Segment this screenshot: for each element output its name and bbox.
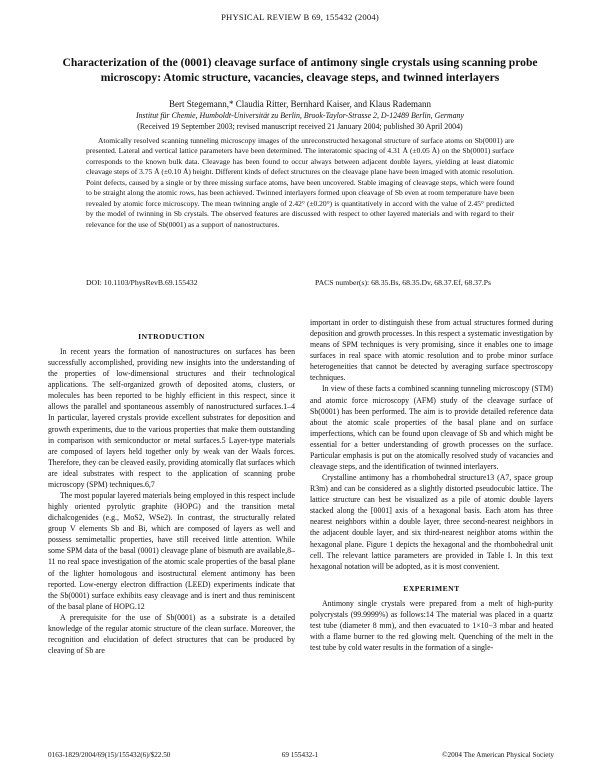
footer-issn: 0163-1829/2004/69(15)/155432(6)/$22.50 [48, 751, 171, 759]
experiment-heading: EXPERIMENT [403, 583, 460, 593]
abstract: Atomically resolved scanning tunneling microscopy images of the unreconstructed hexagonal structure of surface atoms on Sb(0001) are presented. Lateral and vertical lattice parameters have been determined. The interatomic spacing of 4.31 Å (±0.05 Å) on the Sb(0001) surface corresponds to the known bulk data. Cleavage has been found to occur always between adjacent double layers, yielding at least diatomic cleavage steps of 3.75 Å (±0.10 Å) height. Different kinds of defect structures on the cleavage plane have been imaged with atomic resolution. Point defects, caused by a single or by three missing surface atoms, have been uncovered. Stable imaging of cleavage steps, which were found to be straight along the atomic rows, has been achieved. Twinned interlayers formed upon cleavage of Sb even at room temperature have been revealed by atomic force microscopy. The mean twinning angle of 2.42° (±0.20°) is quantitatively in accord with the value of 2.45° predicted by the model of twinning in Sb crystals. The observed features are discussed with respect to other layered materials and with regard to their relevance for the use of Sb(0001) as a support of nanostructures. [86, 136, 515, 229]
right-column [310, 317, 553, 653]
intro-paragraph-3: A prerequisite for the use of Sb(0001) as a substrate is a detailed knowledge of the regular atomic structure of the clean surface. Moreover, the recognition and elucidation of defect structures that can be produced by cleaving of Sb are [48, 612, 295, 656]
affiliation: Institut für Chemie, Humboldt-Universität zu Berlin, Brook-Taylor-Strasse 2, D-12489 Berlin, Germany [135, 111, 464, 120]
running-header: PHYSICAL REVIEW B 69, 155432 (2004) [221, 12, 379, 22]
footer-copyright: ©2004 The American Physical Society [442, 751, 554, 759]
pacs-numbers: PACS number(s): 68.35.Bs, 68.35.Dv, 68.37.Ef, 68.37.Ps [315, 278, 492, 287]
author-list: Bert Stegemann,* Claudia Ritter, Bernhard Kaiser, and Klaus Rademann [169, 99, 431, 109]
doi[interactable]: DOI: 10.1103/PhysRevB.69.155432 [86, 278, 198, 287]
col2-paragraph-1: important in order to distinguish these from actual structures formed during deposition and growth processes. In this respect a systematic investigation by means of SPM techniques is very promising, since it enables one to image surfaces in real space with atomic resolution and to probe minor surface heterogeneities that cannot be detected by averaging surface spectroscopy techniques. [310, 318, 553, 383]
experiment-paragraph-1: Antimony single crystals were prepared from a melt of high-purity polycrystals (99.9999%) as follows:14 The material was placed in a quartz test tube (diameter 8 mm), and then evacuated to 1×10−3 mbar and heated with a flame burner to the red glowing melt. Quenching of the melt in the test tube by cold water results in the formation of a single- [310, 598, 553, 653]
footer-page-number: 69 155432-1 [281, 751, 319, 759]
paper-title: Characterization of the (0001) cleavage surface of antimony single crystals using scanning probe microscopy: Atomic structure, vacancies, cleavage steps, and twinned interlayers [62, 56, 538, 84]
introduction-heading: INTRODUCTION [138, 332, 205, 341]
col2-paragraph-2: In view of these facts a combined scanning tunneling microscopy (STM) and atomic force microscopy (AFM) study of the cleavage surface of Sb(0001) has been performed. The aim is to provide detailed reference data about the atomic scale properties of the basal plane and on surface imperfections, which can be found upon cleavage of Sb and which might be essential for a better understanding of growth processes on the surface. Particular emphasis is put on the atomically resolved study of vacancies and cleavage steps, and the identification of twinned interlayers. [310, 384, 553, 472]
left-column [48, 328, 295, 656]
col2-paragraph-3: Crystalline antimony has a rhombohedral structure13 (A7, space group R3m) and can be considered as a slightly distorted pseudocubic lattice. The lattice structure can best be visualized as a pile of atomic double layers stacked along the [0001] axis of a hexagonal basis. Each atom has three nearest neighbors within a double layer, three second-nearest neighbors in the adjacent double layer, and six third-nearest neighbor atoms within the hexagonal plane. Figure 1 depicts the hexagonal and the rhombohedral unit cell. The relevant lattice parameters are provided in Table I. In this text hexagonal notation will be adopted, as it is most convenient. [310, 473, 553, 571]
received-dates: (Received 19 September 2003; revised manuscript received 21 January 2004; published 30 April 2004) [137, 122, 463, 131]
intro-paragraph-1: In recent years the formation of nanostructures on surfaces has been successfully accomplished, providing new insights into the understanding of the properties of low-dimensional structures and their technological applications. The self-organized growth of deposited atoms, clusters, or molecules has been reported to be highly efficient in this respect, since it allows the parallel and spontaneous assembly of nanostructured surfaces.1–4 In particular, layered crystals provide excellent substrates for deposition and growth experiments, due to the various properties that make them outstanding in comparison with semiconductor or metal surfaces.5 Layer-type materials are composed of layers held together only by weak van der Waals forces. Therefore, they can be cleaved easily, providing atomically flat surfaces which are ideal substrates with respect to the application of scanning probe microscopy (SPM) techniques.6,7 [48, 347, 295, 489]
intro-paragraph-2: The most popular layered materials being employed in this respect include highly oriented pyrolytic graphite (HOPG) and the transition metal dichalcogenides (e.g., MoS2, WSe2). In contrast, the structurally related group V elements Sb and Bi, which are composed of layers as well and possess semimetallic properties, have still received little attention. While some SPM data of the basal (0001) cleavage plane of bismuth are available,8–11 no real space investigation of the atomic scale properties of the basal plane of the lighter homologous and isostructural element antimony has been reported. Low-energy electron diffraction (LEED) experiments indicate that the Sb(0001) surface exhibits easy cleavage and is inert and thus reminiscent of the basal plane of HOPG.12 [48, 491, 295, 611]
